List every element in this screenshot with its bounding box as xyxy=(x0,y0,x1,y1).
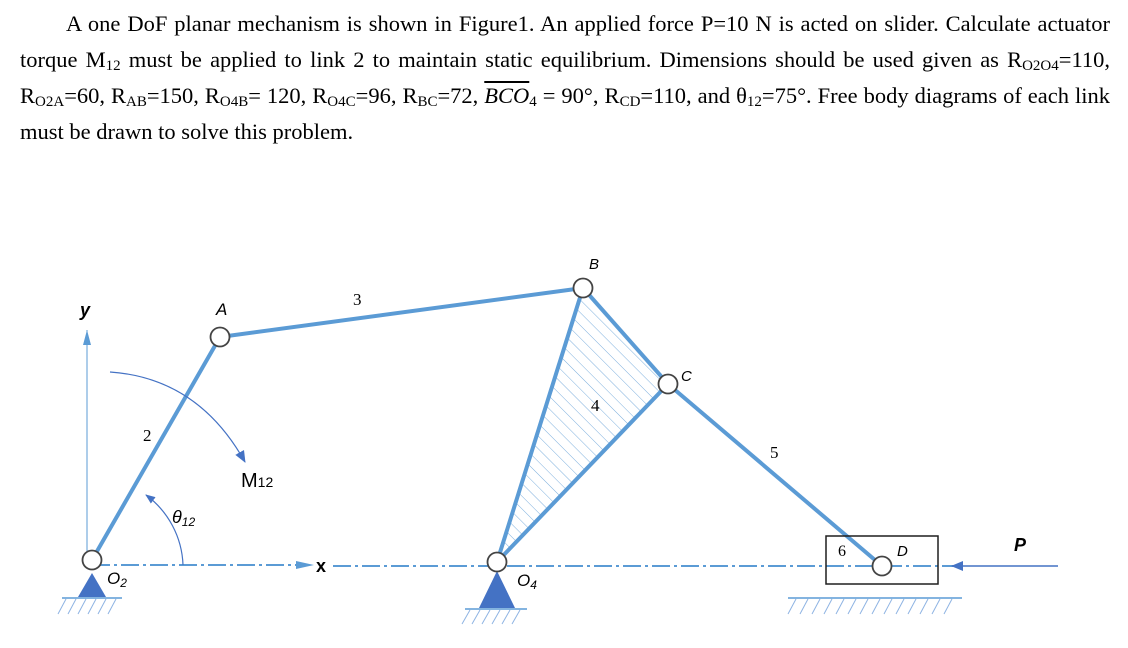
subscript: O4C xyxy=(327,94,356,110)
y-axis-arrowhead xyxy=(83,330,91,345)
subscript: AB xyxy=(126,94,147,110)
subscript: O2A xyxy=(35,94,65,110)
joint-o2 xyxy=(83,551,102,570)
theta-12-label: θ12 xyxy=(172,507,196,529)
joint-o4 xyxy=(488,553,507,572)
joint-c xyxy=(659,375,678,394)
problem-text-part: =110, R xyxy=(20,47,1110,108)
link-2 xyxy=(92,337,220,560)
problem-text-part: =96, R xyxy=(355,83,418,108)
ground-hatch-o4 xyxy=(462,610,520,624)
link-5 xyxy=(668,384,882,566)
problem-text-part: =110, and θ xyxy=(640,83,747,108)
problem-text-part: = 120, R xyxy=(248,83,328,108)
slider-ground-hatch xyxy=(788,599,952,614)
subscript: 12 xyxy=(746,94,762,110)
x-axis-arrowhead xyxy=(296,561,314,569)
y-axis-label: y xyxy=(80,300,91,320)
m12-moment-arrow xyxy=(110,372,245,462)
subscript: 4 xyxy=(529,94,537,110)
ground-support-o2 xyxy=(78,573,106,597)
subscript: O2O4 xyxy=(1022,58,1059,74)
link-4-label: 4 xyxy=(591,396,600,415)
point-o2-label: O2 xyxy=(107,569,127,590)
problem-text-part: =150, R xyxy=(146,83,220,108)
x-axis-label: x xyxy=(316,556,327,576)
problem-text-part: = 90°, R xyxy=(536,83,620,108)
joint-b xyxy=(574,279,593,298)
m12-label: M12 xyxy=(241,470,274,492)
joint-d xyxy=(873,557,892,576)
problem-text-part: =60, R xyxy=(64,83,126,108)
subscript: 12 xyxy=(105,58,121,74)
ground-support-o4 xyxy=(479,571,515,608)
point-b-label: B xyxy=(589,256,600,273)
angle-symbol: $\overline{BCO}$ xyxy=(484,83,530,108)
ground-hatch-o2 xyxy=(58,599,116,614)
link-3-label: 3 xyxy=(353,290,362,309)
point-c-label: C xyxy=(681,368,692,385)
point-a-label: A xyxy=(216,300,228,319)
link-4-hatch xyxy=(497,288,668,562)
link-6-label: 6 xyxy=(838,543,846,560)
subscript: CD xyxy=(619,94,641,110)
link-5-label: 5 xyxy=(770,443,779,462)
theta-12-arc xyxy=(146,495,183,565)
joint-a xyxy=(211,328,230,347)
problem-text-part: A one DoF planar mechanism is shown in Figure1. An applied force P=10 N is acted on slider. Calculate actuator torque M xyxy=(20,11,1110,72)
problem-text-part: must be applied to link 2 to maintain static equilibrium. Dimensions should be used given as R xyxy=(120,47,1023,72)
problem-text-part: =75°. Free body diagrams of each link must be drawn to solve this problem. xyxy=(20,83,1110,144)
subscript: O4B xyxy=(219,94,249,110)
subscript: BC xyxy=(417,94,438,110)
point-o4-label: O4 xyxy=(517,571,537,592)
link-3 xyxy=(220,288,583,337)
force-p-label: P xyxy=(1014,535,1027,555)
point-d-label: D xyxy=(897,543,908,560)
problem-text-part: =72, xyxy=(437,83,485,108)
link-2-label: 2 xyxy=(143,426,152,445)
